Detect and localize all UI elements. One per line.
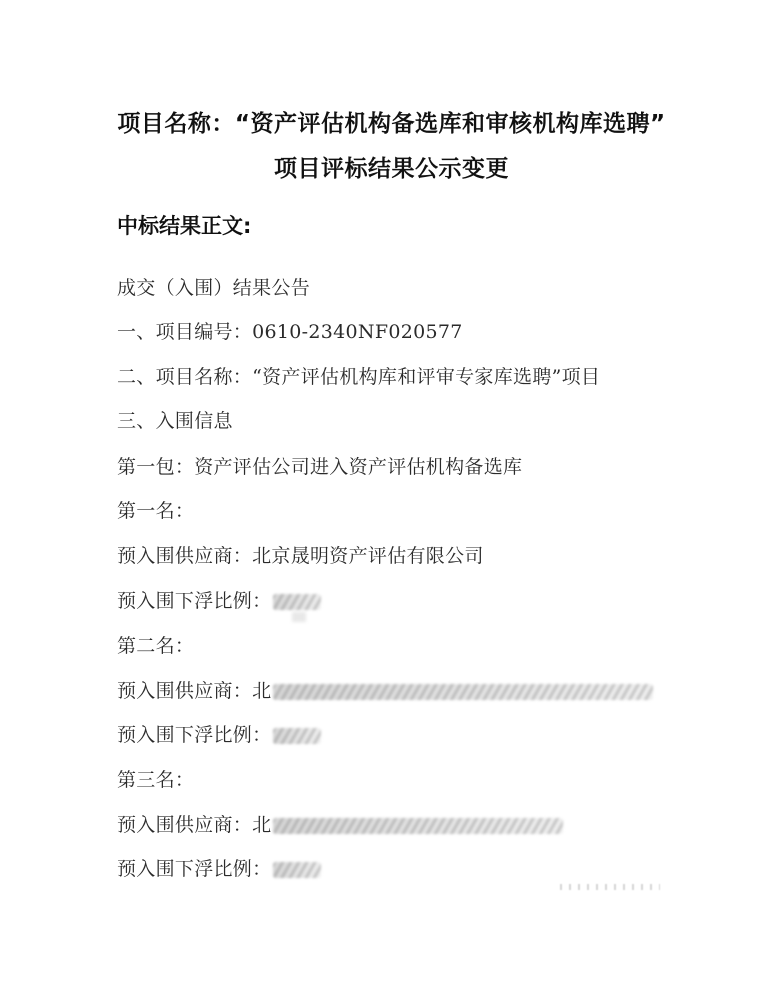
ratio-1-label: 预入围下浮比例：	[117, 590, 272, 612]
scan-artifact	[560, 884, 660, 890]
redacted-ratio-3	[273, 862, 321, 878]
shortlist-info-heading: 三、入围信息	[117, 410, 233, 432]
ratio-3-row	[117, 854, 321, 881]
package-one: 第一包：资产评估公司进入资产评估机构备选库	[117, 456, 523, 478]
supplier-3-row	[117, 810, 563, 837]
redacted-ratio-2	[273, 728, 321, 744]
supplier-2-label: 预入围供应商：北	[117, 680, 272, 702]
ratio-3-label: 预入围下浮比例：	[117, 858, 272, 880]
section-heading: 中标结果正文:	[117, 214, 252, 238]
project-number: 一、项目编号：0610-2340NF020577	[117, 321, 463, 343]
rank-3-label: 第三名：	[117, 769, 195, 791]
document-title-line-2: 项目评标结果公示变更	[274, 156, 509, 182]
redacted-supplier-3	[273, 818, 563, 834]
rank-1-label: 第一名：	[117, 500, 195, 522]
project-name: 二、项目名称：“资产评估机构库和评审专家库选聘”项目	[117, 366, 601, 388]
supplier-1: 预入围供应商：北京晟明资产评估有限公司	[117, 545, 484, 567]
announcement-title: 成交（入围）结果公告	[117, 277, 311, 299]
rank-2-label: 第二名：	[117, 635, 195, 657]
redacted-supplier-2	[273, 684, 653, 700]
ratio-2-label: 预入围下浮比例：	[117, 724, 272, 746]
ratio-2-row	[117, 720, 321, 747]
ratio-1-row	[117, 586, 321, 613]
supplier-2-row	[117, 676, 653, 703]
supplier-3-label: 预入围供应商：北	[117, 814, 272, 836]
scan-artifact-small	[292, 612, 306, 622]
redacted-ratio-1	[273, 594, 321, 610]
document-title-line-1: 项目名称：“资产评估机构备选库和审核机构库选聘”	[117, 111, 666, 137]
